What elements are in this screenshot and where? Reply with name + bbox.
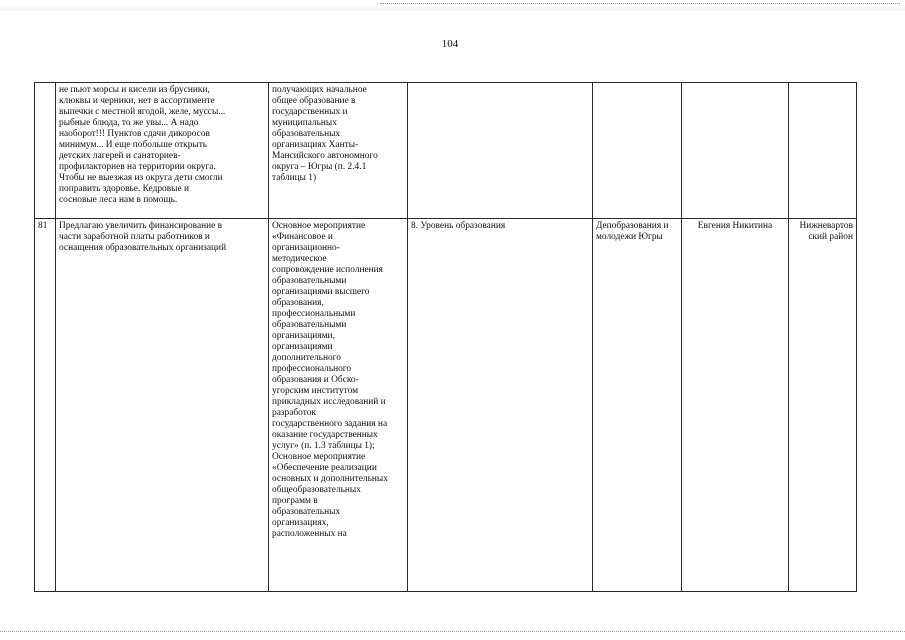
proposal-cell: Предлагаю увеличить финансирование в части заработной платы работников и оснащения образовательных организаций — [56, 219, 269, 592]
row-number-cell — [35, 83, 56, 219]
proposal-cell: не пьют морсы и кисели из брусники, клюквы и черники, нет в ассортименте выпечки с местной ягодой, желе, муссы... рыбные блюда, то же увы... А надо наоборот!!! Пунктов сдачи дикоросов минимум... И еще побольше открыть детских лагерей и санаториев- профилакторнев на территории округа. Чтобы не выезжая из округа дети смогли поправить здоровье. Кедровые и сосновые леса нам в помощь. — [56, 83, 269, 219]
department-cell — [593, 83, 682, 219]
measure-cell: Основное мероприятие «Финансовое и организационно- методическое сопровождение исполнения образовательными организациями высшего образования, профессиональными образовательными организациями, организациями дополнительного профессионального образования и Обско- угорским институтом прикладных исследований и разработок государственного задания на оказание государственных услуг» (п. 1.3 таблицы 1); Основное мероприятие «Обеспечение реализации основных и дополнительных общеобразовательных программ в образовательных организациях, расположенных на — [269, 219, 408, 592]
scan-shadow-top — [0, 6, 905, 12]
proposals-table-wrapper — [34, 82, 856, 591]
table-row-81 — [35, 219, 857, 592]
table-row-continuation — [35, 83, 857, 219]
district-cell: Нижневартов ский район — [789, 219, 857, 592]
proposals-table — [34, 82, 857, 592]
category-cell — [408, 83, 593, 219]
row-number-cell: 81 — [35, 219, 56, 592]
district-cell — [789, 83, 857, 219]
scan-edge-top — [380, 3, 900, 4]
scan-edge-bottom — [0, 631, 905, 632]
measure-cell: получающих начальное общее образование в государственных и муниципальных образовательных организациях Ханты- Мансийского автономного округа – Югры (п. 2.4.1 таблицы 1) — [269, 83, 408, 219]
page-number: 104 — [441, 38, 459, 50]
author-cell — [682, 83, 789, 219]
category-cell: 8. Уровень образования — [408, 219, 593, 592]
author-cell: Евгения Никитина — [682, 219, 789, 592]
department-cell: Депобразования и молодежи Югры — [593, 219, 682, 592]
